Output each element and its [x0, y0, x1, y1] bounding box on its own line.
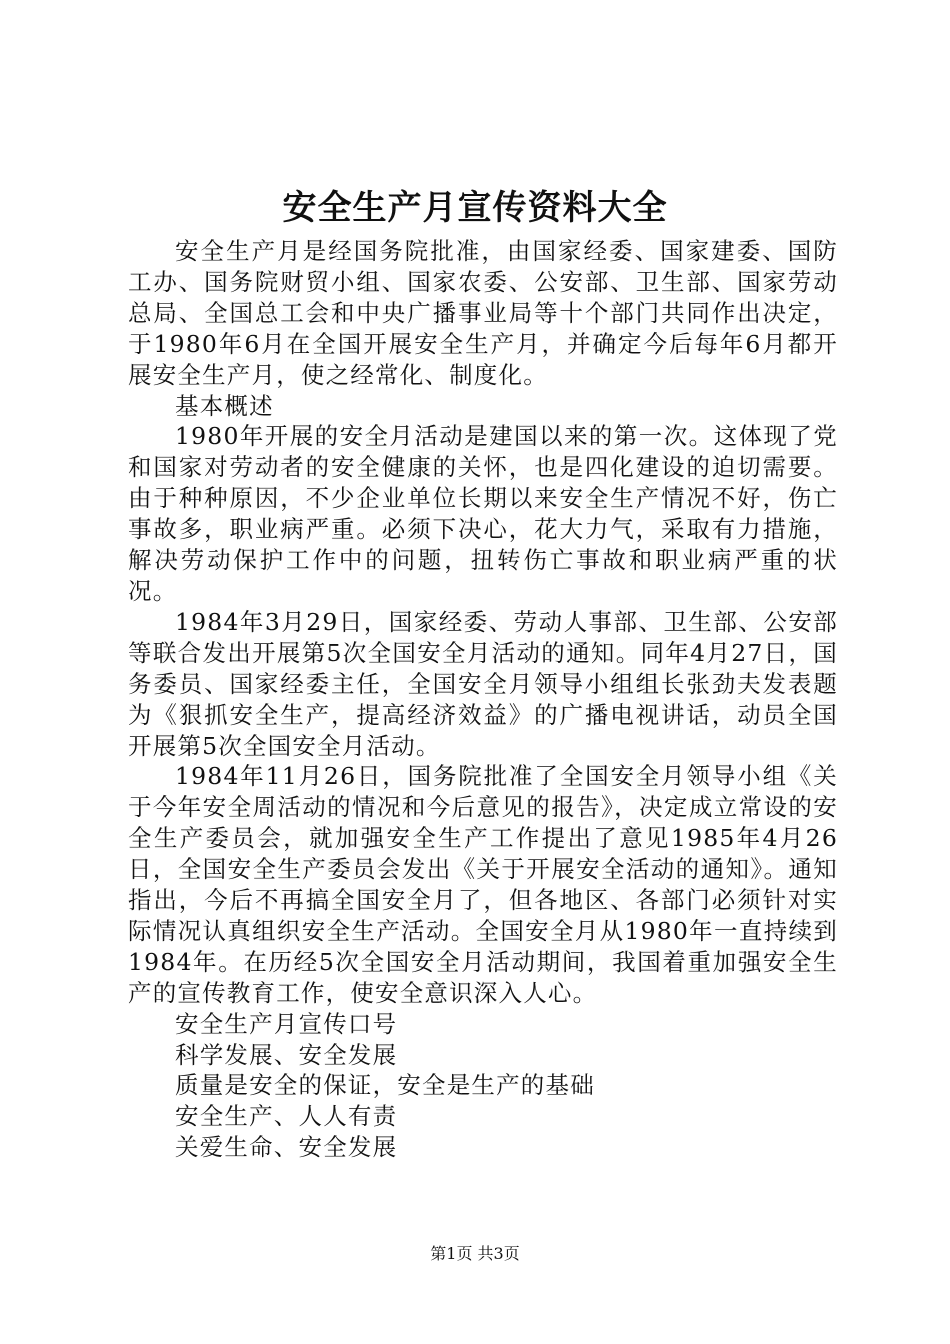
slogan-item: 关爱生命、安全发展	[175, 1133, 398, 1162]
history-paragraph-1984-march: 1984年3月29日，国家经委、劳动人事部、卫生部、公安部等联合发出开展第5次全国安全月活动的通知。同年4月27日，国务委员、国家经委主任，全国安全月领导小组组长张劲夫发表题为《狠抓安全生产，提高经济效益》的广播电视讲话，动员全国开展第5次全国安全月活动。	[128, 607, 838, 760]
slogan-item: 科学发展、安全发展	[175, 1040, 398, 1069]
section-heading-overview: 基本概述	[175, 391, 274, 420]
intro-paragraph: 安全生产月是经国务院批准，由国家经委、国家建委、国防工办、国务院财贸小组、国家农委、公安部、卫生部、国家劳动总局、全国总工会和中央广播事业局等十个部门共同作出决定，于1980年6月在全国开展安全生产月，并确定今后每年6月都开展安全生产月，使之经常化、制度化。	[128, 237, 838, 389]
page-number-footer: 第1页 共3页	[430, 1244, 520, 1263]
document-title: 安全生产月宣传资料大全	[282, 188, 668, 228]
slogan-item: 质量是安全的保证，安全是生产的基础	[175, 1071, 595, 1100]
slogan-heading: 安全生产月宣传口号	[175, 1009, 398, 1038]
document-body	[128, 236, 838, 1163]
history-paragraph-1984-november: 1984年11月26日，国务院批准了全国安全月领导小组《关于今年安全周活动的情况和今后意见的报告》，决定成立常设的安全生产委员会，就加强安全生产工作提出了意见1985年4月26日，全国安全生产委员会发出《关于开展安全活动的通知》。通知指出，今后不再搞全国安全月了，但各地区、各部门必须针对实际情况认真组织安全生产活动。全国安全月从1980年一直持续到1984年。在历经5次全国安全月活动期间，我国着重加强安全生产的宣传教育工作，使安全意识深入人心。	[128, 762, 838, 1007]
slogan-item: 安全生产、人人有责	[175, 1102, 398, 1131]
overview-paragraph: 1980年开展的安全月活动是建国以来的第一次。这体现了党和国家对劳动者的安全健康的关怀，也是四化建设的迫切需要。由于种种原因，不少企业单位长期以来安全生产情况不好，伤亡事故多，职业病严重。必须下决心，花大力气，采取有力措施，解决劳动保护工作中的问题，扭转伤亡事故和职业病严重的状况。	[128, 422, 838, 605]
